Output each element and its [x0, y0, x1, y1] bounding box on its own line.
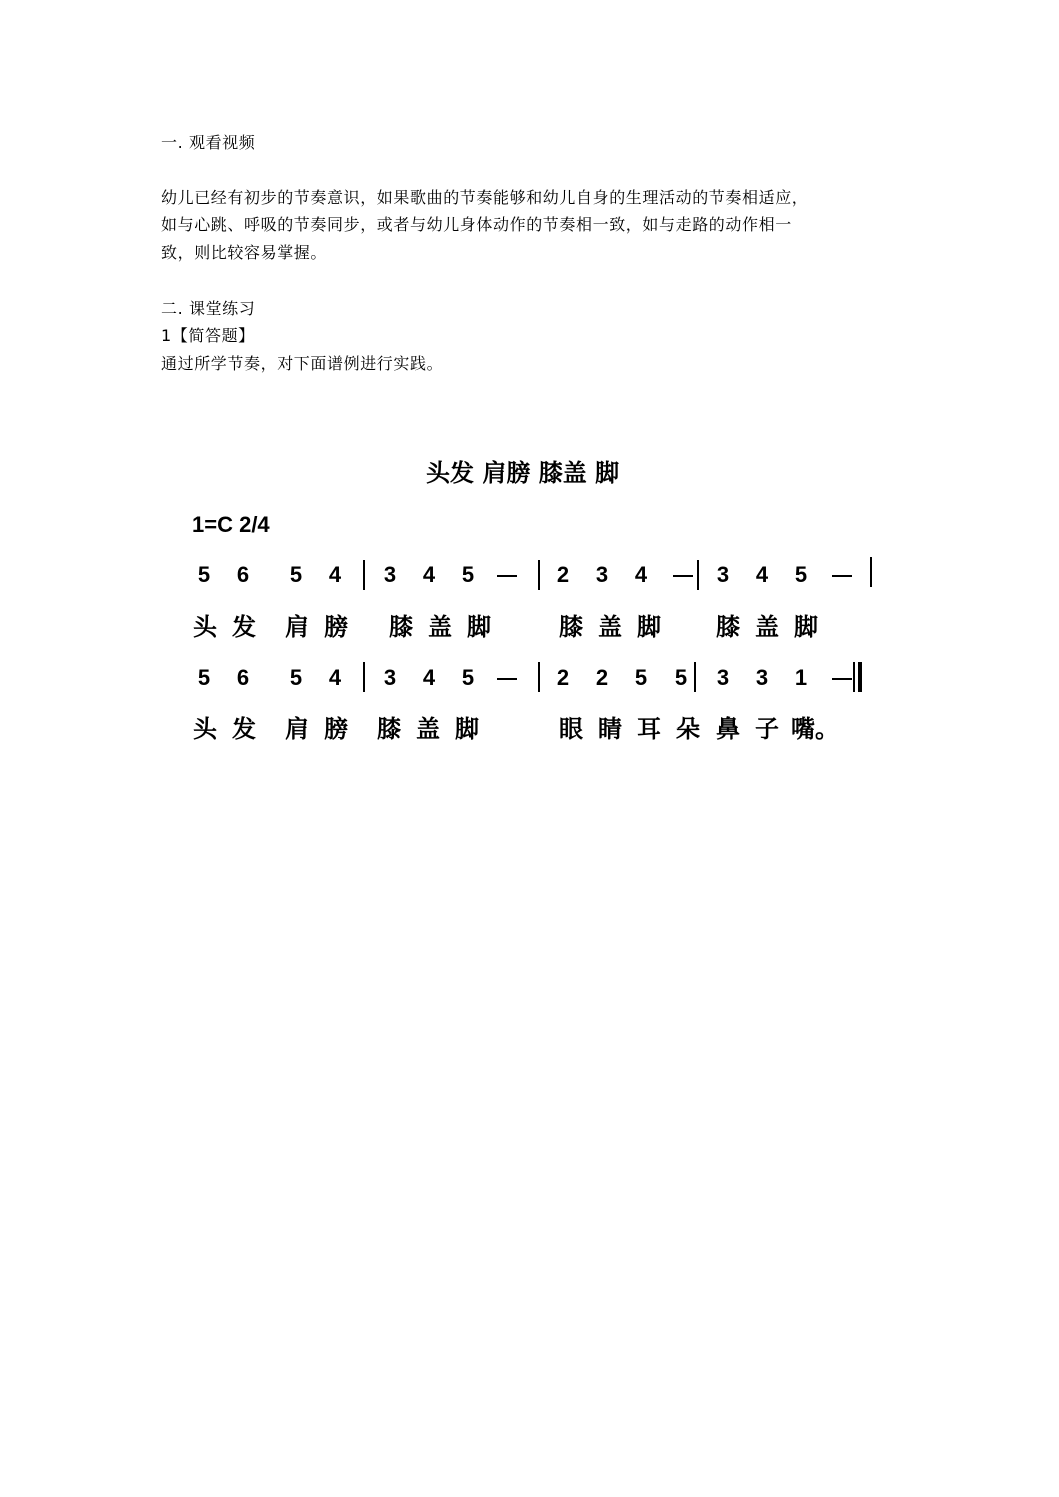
note: 3 — [755, 665, 769, 690]
question-label: 1【简答题】 — [161, 326, 255, 345]
note: 4 — [328, 562, 342, 587]
barline — [363, 662, 365, 692]
lyric: 盖 — [416, 715, 440, 743]
lyric: 盖 — [598, 613, 622, 641]
section1-heading: 一. 观看视频 — [161, 133, 256, 152]
lyric: 鼻 — [716, 715, 740, 743]
sustain-dash — [497, 575, 517, 577]
lyric: 头 — [193, 715, 217, 743]
final-barline-thin — [853, 662, 855, 692]
note: 4 — [422, 562, 436, 587]
lyric: 发 — [232, 715, 256, 743]
barline — [538, 560, 540, 590]
note: 5 — [289, 562, 303, 587]
sustain-dash — [497, 678, 517, 680]
note: 4 — [755, 562, 769, 587]
lyric: 膝 — [716, 613, 740, 641]
note: 3 — [716, 562, 730, 587]
lyric: 膝 — [377, 715, 401, 743]
lyric: 脚 — [637, 613, 661, 641]
note: 4 — [422, 665, 436, 690]
note: 1 — [794, 665, 808, 690]
lyric: 脚 — [467, 613, 491, 641]
section2-heading: 二. 课堂练习 — [161, 299, 256, 318]
section1-paragraph-line-3: 致，则比较容易掌握。 — [161, 243, 328, 262]
note: 3 — [716, 665, 730, 690]
lyric: 膀 — [324, 613, 348, 641]
note: 5 — [197, 562, 211, 587]
note: 6 — [236, 665, 250, 690]
sustain-dash — [673, 575, 693, 577]
section1-paragraph-line-1: 幼儿已经有初步的节奏意识，如果歌曲的节奏能够和幼儿自身的生理活动的节奏相适应， — [161, 188, 809, 207]
note: 3 — [383, 665, 397, 690]
note: 3 — [383, 562, 397, 587]
note: 4 — [634, 562, 648, 587]
note: 5 — [794, 562, 808, 587]
barline — [697, 560, 699, 590]
note: 5 — [461, 665, 475, 690]
sustain-dash — [832, 678, 852, 680]
barline — [538, 662, 540, 692]
lyric: 嘴。 — [791, 715, 839, 743]
note: 5 — [197, 665, 211, 690]
lyric: 膝 — [389, 613, 413, 641]
lyric: 头 — [193, 613, 217, 641]
note: 2 — [595, 665, 609, 690]
lyric: 脚 — [455, 715, 479, 743]
lyric: 肩 — [285, 715, 309, 743]
note: 5 — [634, 665, 648, 690]
lyric: 眼 — [559, 715, 583, 743]
lyric: 脚 — [794, 613, 818, 641]
note: 6 — [236, 562, 250, 587]
barline — [363, 560, 365, 590]
note: 2 — [556, 665, 570, 690]
sustain-dash — [832, 575, 852, 577]
key-signature: 1=C 2/4 — [192, 512, 270, 537]
lyric: 子 — [755, 715, 779, 743]
question-text: 通过所学节奏，对下面谱例进行实践。 — [161, 354, 444, 373]
note: 5 — [674, 665, 688, 690]
note: 4 — [328, 665, 342, 690]
lyric: 盖 — [428, 613, 452, 641]
barline — [694, 662, 696, 692]
score-title: 头发 肩膀 膝盖 脚 — [426, 459, 620, 487]
lyric: 朵 — [676, 715, 700, 743]
lyric: 膀 — [324, 715, 348, 743]
note: 5 — [461, 562, 475, 587]
lyric: 膝 — [559, 613, 583, 641]
lyric: 发 — [232, 613, 256, 641]
lyric: 耳 — [637, 715, 661, 743]
note: 5 — [289, 665, 303, 690]
note: 3 — [595, 562, 609, 587]
lyric: 盖 — [755, 613, 779, 641]
note: 2 — [556, 562, 570, 587]
section1-paragraph-line-2: 如与心跳、呼吸的节奏同步，或者与幼儿身体动作的节奏相一致，如与走路的动作相一 — [161, 215, 792, 234]
lyric: 肩 — [285, 613, 309, 641]
barline — [870, 557, 872, 587]
final-barline-thick — [858, 662, 862, 692]
lyric: 睛 — [598, 715, 622, 743]
